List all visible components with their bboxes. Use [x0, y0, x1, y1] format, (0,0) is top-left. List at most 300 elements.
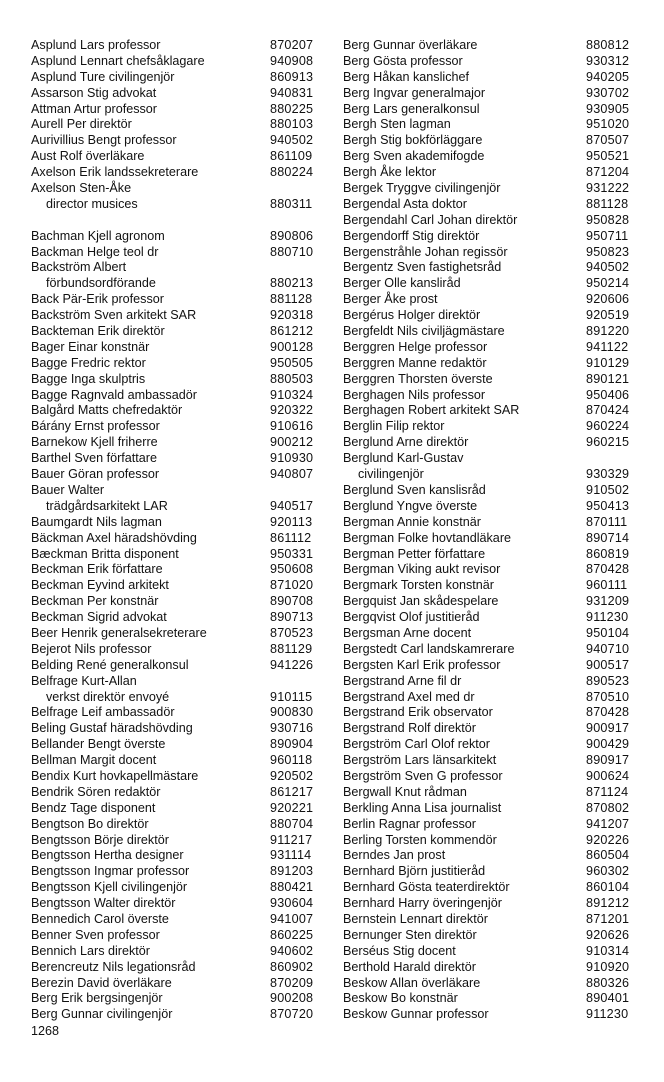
- list-item: [343, 38, 643, 54]
- entry-name: Bergstrand Arne fil dr: [343, 673, 462, 688]
- entry-name: Berglund Sven kanslisråd: [343, 482, 486, 497]
- entry-name: Backström Sven arkitekt SAR: [31, 308, 197, 323]
- list-item: [343, 626, 643, 642]
- list-item: [343, 372, 643, 388]
- entry-name: Bergendahl Carl Johan direktör: [343, 212, 518, 227]
- entry-date: 870428: [586, 705, 630, 720]
- list-item: [31, 721, 331, 737]
- list-item: [31, 419, 331, 435]
- list-item: [343, 737, 643, 753]
- entry-name: Bergman Petter författare: [343, 546, 486, 561]
- list-item: [31, 70, 331, 86]
- entry-date: 900212: [270, 435, 314, 450]
- list-item: [31, 292, 331, 308]
- entry-date: 880812: [586, 38, 630, 52]
- list-item: [343, 594, 643, 610]
- entry-date: 890708: [270, 594, 314, 609]
- entry-date: 941207: [586, 816, 630, 831]
- entry-name: Berséus Stig docent: [343, 943, 456, 958]
- entry-name: Aurell Per direktör: [31, 117, 132, 132]
- entry-name: Bergfeldt Nils civiljägmästare: [343, 324, 505, 339]
- entry-date: 911230: [586, 1007, 629, 1022]
- list-item: [31, 388, 331, 404]
- entry-date: 870507: [586, 133, 630, 148]
- list-item: [343, 340, 643, 356]
- entry-date: 950521: [586, 149, 630, 164]
- list-item: [343, 181, 643, 197]
- entry-name: Bendix Kurt hovkapellmästare: [31, 768, 199, 783]
- list-item: [31, 356, 331, 372]
- entry-date: 871204: [586, 165, 630, 180]
- entry-date: 910502: [586, 482, 630, 497]
- entry-date: 880213: [270, 276, 314, 291]
- list-item-continuation: [31, 690, 331, 706]
- list-item: [343, 833, 643, 849]
- entry-date: 920519: [586, 308, 630, 323]
- entry-name: Bergström Lars länsarkitekt: [343, 753, 497, 768]
- entry-name: Beskow Bo konstnär: [343, 991, 458, 1006]
- entry-name: Berger Åke prost: [343, 292, 438, 307]
- list-item: [343, 117, 643, 133]
- entry-name: Asplund Lars professor: [31, 38, 161, 52]
- entry-name: Bergh Åke lektor: [343, 165, 437, 180]
- entry-date: 910920: [586, 959, 630, 974]
- entry-date: 870523: [270, 625, 314, 640]
- entry-date: 880326: [586, 975, 630, 990]
- entry-date: 960224: [586, 419, 630, 434]
- entry-name: Bergquist Jan skådespelare: [343, 594, 499, 609]
- entry-name: Bernhard Björn justitieråd: [343, 864, 486, 879]
- entry-name: Bellman Margit docent: [31, 753, 157, 768]
- entry-name: Berg Erik bergsingenjör: [31, 991, 163, 1006]
- list-item: [31, 403, 331, 419]
- list-item: [31, 880, 331, 896]
- entry-name: Berglin Filip rektor: [343, 419, 445, 434]
- entry-name: Beckman Sigrid advokat: [31, 610, 167, 625]
- list-item: [343, 785, 643, 801]
- entry-name: Bennich Lars direktör: [31, 943, 151, 958]
- list-item: [31, 467, 331, 483]
- entry-date: 910314: [586, 943, 630, 958]
- list-item: [31, 976, 331, 992]
- entry-name: Berger Olle kansliråd: [343, 276, 461, 291]
- entry-name: Bergendorff Stig direktör: [343, 228, 480, 243]
- entry-name: Baumgardt Nils lagman: [31, 514, 162, 529]
- entry-name: Bernstein Lennart direktör: [343, 911, 488, 926]
- entry-date: 890523: [586, 673, 630, 688]
- entry-date: 950828: [586, 212, 630, 227]
- entry-date: 940205: [586, 69, 630, 84]
- list-item: [31, 785, 331, 801]
- entry-date: 920113: [270, 514, 313, 529]
- list-item: [343, 213, 643, 229]
- entry-name: Bergman Annie konstnär: [343, 514, 481, 529]
- entry-date: 861212: [270, 324, 314, 339]
- list-item: [343, 451, 643, 467]
- entry-name: Beling Gustaf häradshövding: [31, 721, 193, 736]
- entry-date: 891212: [586, 896, 630, 911]
- entry-name: Attman Artur professor: [31, 101, 157, 116]
- entry-name: Berg Lars generalkonsul: [343, 101, 480, 116]
- entry-date: 960215: [586, 435, 630, 450]
- list-item: [343, 86, 643, 102]
- entry-name: Bengtsson Kjell civilingenjör: [31, 880, 188, 895]
- list-item: [343, 515, 643, 531]
- entry-name: Bergstrand Axel med dr: [343, 689, 475, 704]
- list-item: [31, 1007, 331, 1023]
- entry-name: Bagge Ragnvald ambassadör: [31, 387, 197, 402]
- list-item: [31, 864, 331, 880]
- list-item: [343, 801, 643, 817]
- list-item: [343, 499, 643, 515]
- entry-name: Berg Gösta professor: [343, 53, 463, 68]
- entry-name: Bernhard Gösta teaterdirektör: [343, 880, 510, 895]
- list-item: [343, 1007, 643, 1023]
- list-item: [31, 229, 331, 245]
- entry-date: 960111: [586, 578, 628, 593]
- entry-date: 910930: [270, 451, 314, 466]
- entry-date: 950608: [270, 562, 314, 577]
- entry-date: 890806: [270, 228, 314, 243]
- entry-date: 900128: [270, 339, 314, 354]
- entry-name: Berencreutz Nils legationsråd: [31, 959, 196, 974]
- list-item: [343, 324, 643, 340]
- list-item: [343, 880, 643, 896]
- list-item: [31, 610, 331, 626]
- list-item: [343, 260, 643, 276]
- entry-name: Berlin Ragnar professor: [343, 816, 476, 831]
- list-item: [343, 896, 643, 912]
- entry-name: Bagge Fredric rektor: [31, 355, 146, 370]
- entry-date: 930702: [586, 85, 630, 100]
- list-item: [343, 388, 643, 404]
- entry-name: Barnekow Kjell friherre: [31, 435, 158, 450]
- entry-date: 870510: [586, 689, 630, 704]
- entry-name: Assarson Stig advokat: [31, 85, 157, 100]
- list-item: [343, 276, 643, 292]
- list-item: [31, 578, 331, 594]
- entry-name: Bernunger Sten direktör: [343, 927, 477, 942]
- entry-name: Berghagen Nils professor: [343, 387, 486, 402]
- section-gap: [31, 213, 331, 229]
- entry-name: Beckman Per konstnär: [31, 594, 159, 609]
- entry-date: 881129: [270, 641, 313, 656]
- entry-date: 870111: [586, 514, 628, 529]
- list-item: [31, 769, 331, 785]
- entry-date: 950214: [586, 276, 630, 291]
- entry-name: Berggren Thorsten överste: [343, 371, 493, 386]
- page-number: 1268: [31, 1024, 60, 1038]
- entry-date: 941226: [270, 657, 314, 672]
- list-item: [343, 102, 643, 118]
- entry-name: Bergérus Holger direktör: [343, 308, 481, 323]
- entry-date: 940831: [270, 85, 314, 100]
- entry-name: Asplund Lennart chefsåklagare: [31, 53, 205, 68]
- list-item: [343, 658, 643, 674]
- entry-date: 920322: [270, 403, 314, 418]
- entry-date: 950711: [586, 228, 629, 243]
- entry-name: Balgård Matts chefredaktör: [31, 403, 183, 418]
- entry-date: 940517: [270, 498, 314, 513]
- entry-date: 890917: [586, 753, 630, 768]
- entry-date: 890121: [586, 371, 630, 386]
- entry-name: Bergentz Sven fastighetsråd: [343, 260, 502, 275]
- entry-date: 871124: [586, 784, 629, 799]
- list-item: [343, 197, 643, 213]
- entry-name: Bernhard Harry överingenjör: [343, 896, 502, 911]
- entry-name: Aurivillius Bengt professor: [31, 133, 177, 148]
- entry-name: verkst direktör envoyé: [46, 689, 170, 704]
- entry-name: Bergqvist Olof justitieråd: [343, 610, 480, 625]
- entry-name: Berg Ingvar generalmajor: [343, 85, 486, 100]
- list-item-continuation: [31, 276, 331, 292]
- list-item: [343, 435, 643, 451]
- list-item: [343, 133, 643, 149]
- list-item: [343, 54, 643, 70]
- entry-name: Bergh Stig bokförläggare: [343, 133, 483, 148]
- entry-date: 890904: [270, 737, 314, 752]
- list-item: [343, 976, 643, 992]
- entry-name: Bäckman Axel häradshövding: [31, 530, 197, 545]
- entry-date: 920606: [586, 292, 630, 307]
- list-item: [343, 674, 643, 690]
- entry-name: Beskow Gunnar professor: [343, 1007, 489, 1022]
- list-item: [31, 801, 331, 817]
- entry-name: Backteman Erik direktör: [31, 324, 165, 339]
- entry-date: 880704: [270, 816, 314, 831]
- list-item: [31, 737, 331, 753]
- entry-name: Berkling Anna Lisa journalist: [343, 800, 502, 815]
- list-item: [31, 562, 331, 578]
- entry-date: 940807: [270, 467, 314, 482]
- entry-date: 910129: [586, 355, 630, 370]
- entry-name: trädgårdsarkitekt LAR: [46, 498, 168, 513]
- entry-date: 930604: [270, 896, 314, 911]
- entry-name: Benner Sven professor: [31, 927, 160, 942]
- list-item: [343, 848, 643, 864]
- entry-name: Bengtsson Walter direktör: [31, 896, 176, 911]
- list-item: [31, 896, 331, 912]
- entry-date: 911217: [270, 832, 313, 847]
- list-item: [343, 991, 643, 1007]
- entry-date: 960302: [586, 864, 630, 879]
- list-item: [343, 308, 643, 324]
- entry-date: 900917: [586, 721, 630, 736]
- entry-date: 940710: [586, 641, 630, 656]
- list-item: [31, 38, 331, 54]
- entry-date: 880103: [270, 117, 314, 132]
- entry-name: Bendrik Sören redaktör: [31, 784, 161, 799]
- entry-date: 870428: [586, 562, 630, 577]
- entry-date: 940502: [270, 133, 314, 148]
- entry-date: 940908: [270, 53, 314, 68]
- entry-name: Belfrage Kurt-Allan: [31, 673, 137, 688]
- list-item: [31, 642, 331, 658]
- entry-date: 871201: [586, 911, 630, 926]
- list-item: [31, 928, 331, 944]
- list-item: [343, 864, 643, 880]
- right-column: [343, 38, 643, 1023]
- entry-date: 871020: [270, 578, 314, 593]
- entry-date: 880503: [270, 371, 314, 386]
- entry-date: 860913: [270, 69, 314, 84]
- list-item: [31, 515, 331, 531]
- entry-name: Bergmark Torsten konstnär: [343, 578, 494, 593]
- entry-date: 890401: [586, 991, 630, 1006]
- entry-date: 881128: [270, 292, 313, 307]
- entry-name: Bauer Walter: [31, 482, 105, 497]
- entry-date: 941122: [586, 339, 629, 354]
- list-item: [31, 753, 331, 769]
- entry-name: Backström Albert: [31, 260, 127, 275]
- entry-name: Belfrage Leif ambassadör: [31, 705, 175, 720]
- entry-date: 950505: [270, 355, 314, 370]
- list-item: [343, 753, 643, 769]
- entry-date: 930905: [586, 101, 630, 116]
- list-item: [343, 403, 643, 419]
- entry-name: Bellander Bengt överste: [31, 737, 166, 752]
- list-item: [31, 912, 331, 928]
- entry-name: Berezin David överläkare: [31, 975, 172, 990]
- entry-name: Backman Helge teol dr: [31, 244, 159, 259]
- entry-date: 911230: [586, 610, 629, 625]
- list-item: [31, 594, 331, 610]
- list-item: [31, 435, 331, 451]
- list-item: [31, 547, 331, 563]
- entry-name: Berg Gunnar civilingenjör: [31, 1007, 173, 1022]
- entry-name: Belding René generalkonsul: [31, 657, 189, 672]
- entry-date: 920221: [270, 800, 314, 815]
- list-item: [31, 133, 331, 149]
- entry-name: Aust Rolf överläkare: [31, 149, 145, 164]
- list-item-continuation: [31, 499, 331, 515]
- list-item: [343, 483, 643, 499]
- entry-date: 940602: [270, 943, 314, 958]
- entry-date: 930312: [586, 53, 630, 68]
- entry-date: 950406: [586, 387, 630, 402]
- list-item: [31, 944, 331, 960]
- entry-name: Axelson Erik landssekreterare: [31, 165, 199, 180]
- entry-date: 900429: [586, 737, 630, 752]
- entry-name: Bejerot Nils professor: [31, 641, 152, 656]
- entry-name: director musices: [46, 196, 138, 211]
- entry-name: Berg Gunnar överläkare: [343, 38, 478, 52]
- entry-date: 890714: [586, 530, 630, 545]
- entry-date: 870207: [270, 38, 314, 52]
- list-item: [31, 705, 331, 721]
- entry-name: Bergendal Asta doktor: [343, 196, 467, 211]
- list-item: [31, 658, 331, 674]
- list-item: [31, 833, 331, 849]
- list-item: [343, 817, 643, 833]
- list-item: [343, 547, 643, 563]
- list-item: [343, 928, 643, 944]
- entry-date: 950823: [586, 244, 630, 259]
- entry-name: Bergenstråhle Johan regissör: [343, 244, 508, 259]
- entry-date: 920502: [270, 768, 314, 783]
- entry-date: 891220: [586, 324, 630, 339]
- entry-name: Bergström Sven G professor: [343, 768, 503, 783]
- entry-date: 920226: [586, 832, 630, 847]
- entry-date: 931222: [586, 181, 630, 196]
- list-item: [31, 117, 331, 133]
- list-item: [31, 340, 331, 356]
- entry-name: Berggren Helge professor: [343, 339, 488, 354]
- entry-name: Axelson Sten-Åke: [31, 181, 132, 196]
- entry-name: Bengtsson Börje direktör: [31, 832, 169, 847]
- list-item: [343, 419, 643, 435]
- entry-date: 880311: [270, 196, 313, 211]
- entry-date: 960118: [270, 753, 313, 768]
- entry-date: 880225: [270, 101, 314, 116]
- entry-date: 861109: [270, 149, 313, 164]
- entry-date: 930329: [586, 467, 630, 482]
- entry-date: 950104: [586, 625, 630, 640]
- list-item: [31, 848, 331, 864]
- entry-date: 860819: [586, 546, 630, 561]
- entry-date: 900517: [586, 657, 630, 672]
- entry-name: Berglund Karl-Gustav: [343, 451, 464, 466]
- entry-name: Bergström Carl Olof rektor: [343, 737, 490, 752]
- entry-date: 950413: [586, 498, 630, 513]
- entry-date: 870424: [586, 403, 630, 418]
- entry-name: Bagge Inga skulptris: [31, 371, 146, 386]
- entry-date: 900208: [270, 991, 314, 1006]
- list-item: [343, 769, 643, 785]
- entry-name: Bennedich Carol överste: [31, 911, 169, 926]
- entry-name: Barthel Sven författare: [31, 451, 158, 466]
- entry-name: Bengtsson Hertha designer: [31, 848, 184, 863]
- list-item: [343, 292, 643, 308]
- list-item: [343, 912, 643, 928]
- entry-name: Berglund Yngve överste: [343, 498, 478, 513]
- list-item: [31, 372, 331, 388]
- list-item: [31, 674, 331, 690]
- list-item: [31, 817, 331, 833]
- list-item: [31, 54, 331, 70]
- entry-date: 941007: [270, 911, 314, 926]
- entry-name: Berg Håkan kanslichef: [343, 69, 470, 84]
- entry-date: 870209: [270, 975, 314, 990]
- entry-date: 881128: [586, 196, 629, 211]
- list-item: [31, 102, 331, 118]
- entry-name: Berg Sven akademifogde: [343, 149, 485, 164]
- entry-date: 880710: [270, 244, 314, 259]
- entry-date: 931209: [586, 594, 630, 609]
- entry-name: Berndes Jan prost: [343, 848, 446, 863]
- entry-date: 900624: [586, 768, 630, 783]
- entry-name: Beckman Erik författare: [31, 562, 163, 577]
- list-item: [343, 944, 643, 960]
- entry-name: Asplund Ture civilingenjör: [31, 69, 175, 84]
- list-item: [343, 610, 643, 626]
- list-item: [343, 578, 643, 594]
- list-item-continuation: [343, 467, 643, 483]
- entry-date: 860902: [270, 959, 314, 974]
- entry-name: Bæckman Britta disponent: [31, 546, 179, 561]
- list-item: [343, 149, 643, 165]
- entry-name: Bengtsson Ingmar professor: [31, 864, 190, 879]
- list-item: [343, 165, 643, 181]
- entry-name: Bergsman Arne docent: [343, 625, 472, 640]
- list-item: [31, 451, 331, 467]
- list-item: [31, 260, 331, 276]
- list-item: [31, 991, 331, 1007]
- entry-date: 891203: [270, 864, 314, 879]
- entry-date: 940502: [586, 260, 630, 275]
- list-item: [31, 324, 331, 340]
- entry-date: 860225: [270, 927, 314, 942]
